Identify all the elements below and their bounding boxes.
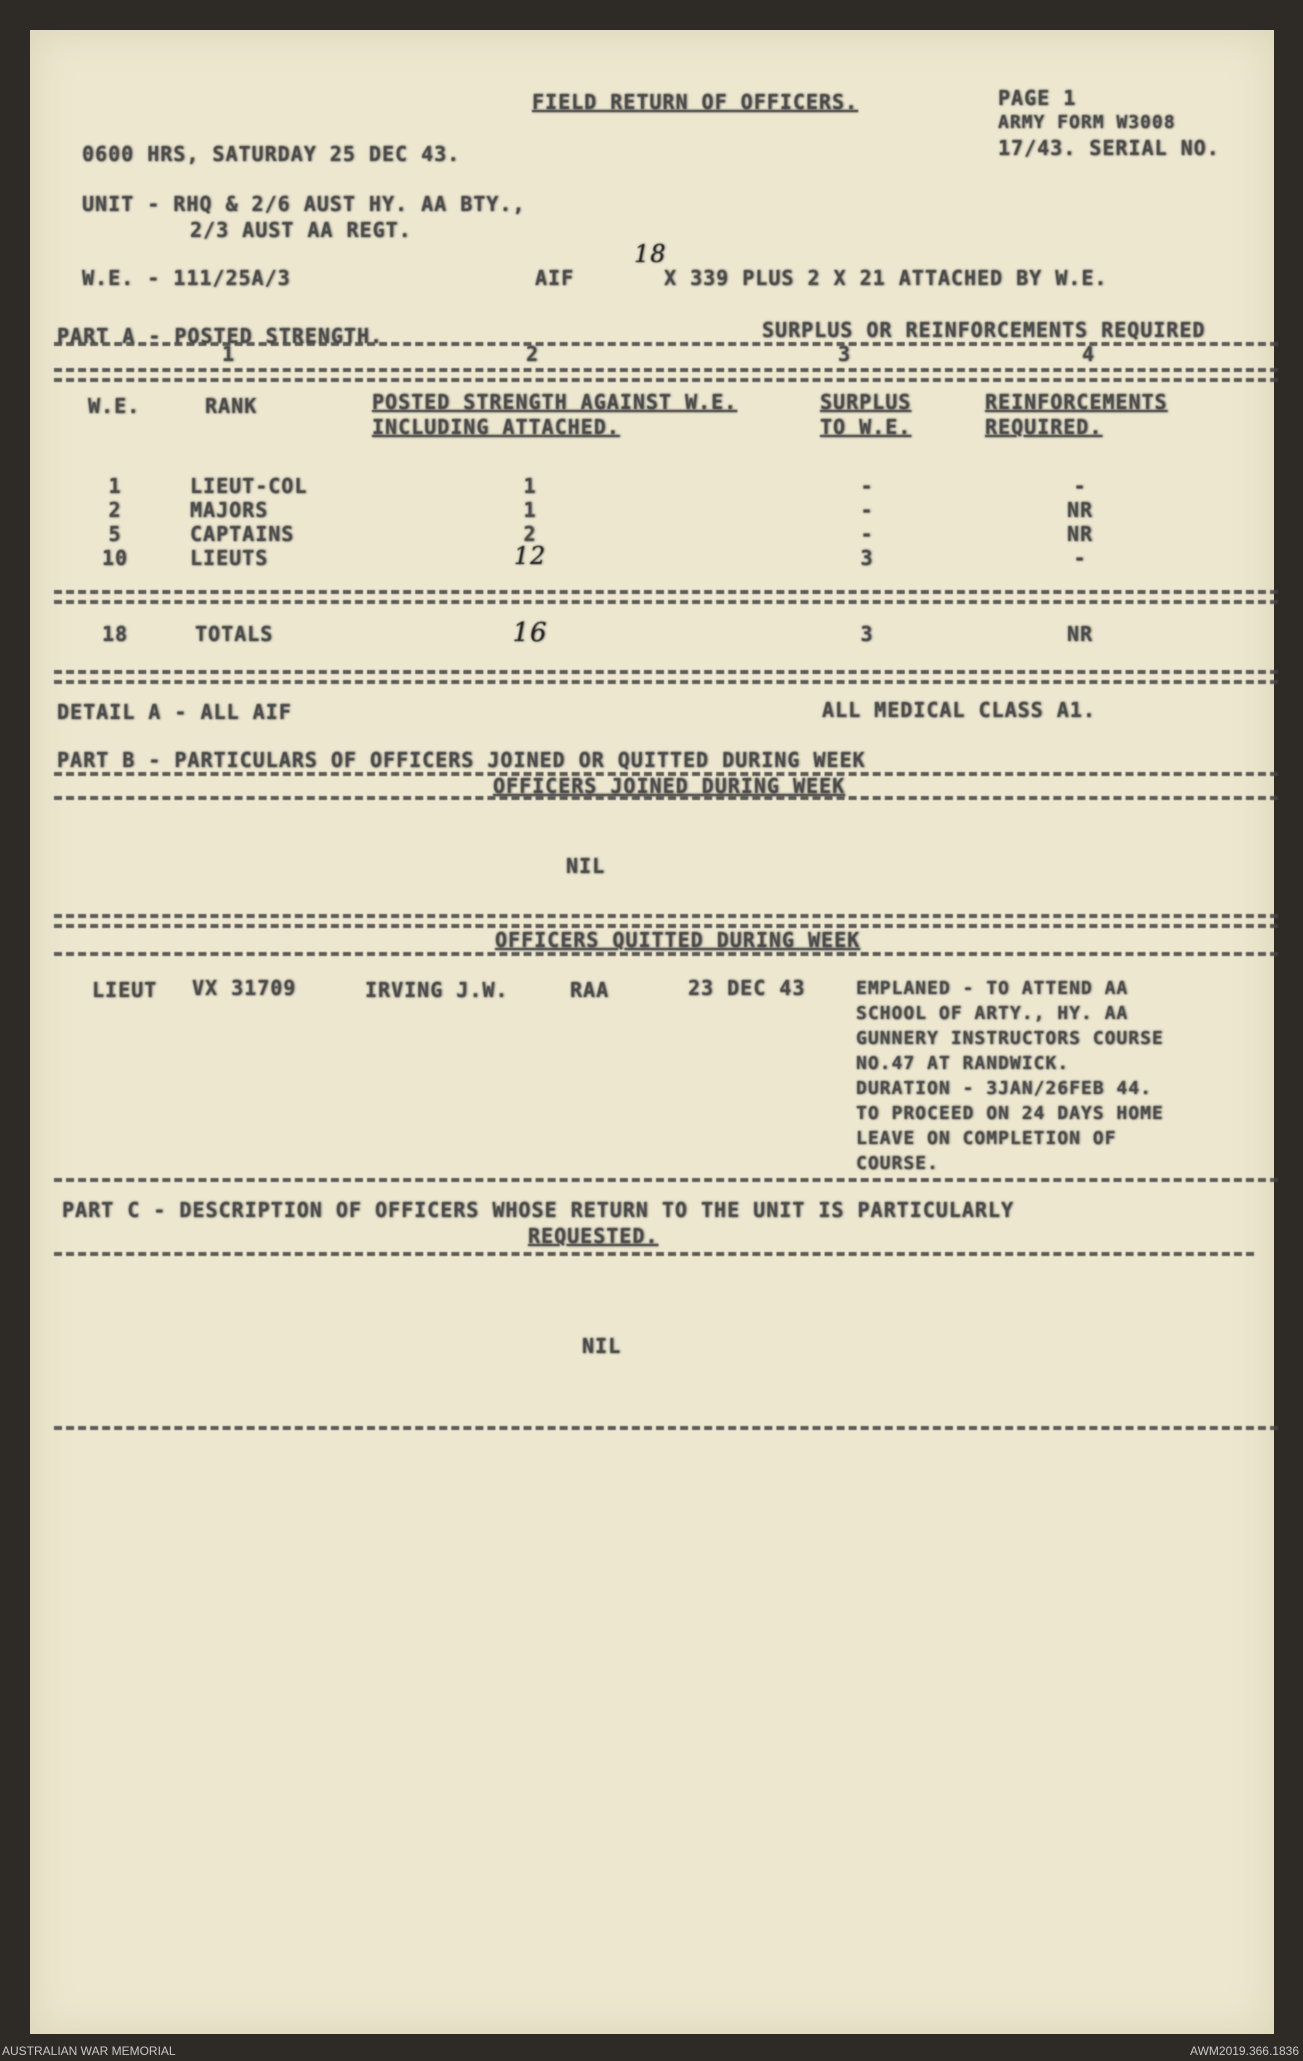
entry-corps: RAA [570,978,610,1002]
part-c-title-2: REQUESTED. [528,1224,659,1248]
totals-we: 18 [101,622,129,646]
totals-surplus: 3 [860,622,874,646]
row-reinforcements: NR [1066,522,1094,546]
row-we: 5 [108,522,122,546]
entry-rank: LIEUT [92,978,158,1002]
row-reinforcements: - [1073,474,1087,498]
entry-date: 23 DEC 43 [688,976,806,1000]
totals-label: TOTALS [195,622,274,646]
divider [54,952,1278,956]
part-a-title: PART A - POSTED STRENGTH. [57,324,384,348]
divider [54,378,1278,382]
row-posted: 2 [523,522,537,546]
footer-institution: AUSTRALIAN WAR MEMORIAL [2,2044,176,2058]
entry-remarks: EMPLANED - TO ATTEND AA SCHOOL OF ARTY., HY. AA GUNNERY INSTRUCTORS COURSE NO.47 AT RANDWICK. DURATION - 3JAN/26FEB 44. TO PROCEED ON 24 DAYS HOME LEAVE ON COMPLETION OF COURSE. [856,978,1164,1174]
row-posted: 1 [523,474,537,498]
column-header-we: W.E. [88,394,141,418]
page-number: PAGE 1 [998,86,1077,110]
column-number: 4 [1082,342,1096,366]
row-rank: CAPTAINS [190,522,295,546]
part-c-title: PART C - DESCRIPTION OF OFFICERS WHOSE RETURN TO THE UNIT IS PARTICULARLY [62,1198,1014,1222]
row-rank: MAJORS [190,498,269,522]
row-surplus: 3 [860,546,874,570]
row-reinforcements: - [1073,546,1087,570]
row-posted: 1 [523,498,537,522]
row-surplus: - [860,522,874,546]
war-establishment: W.E. - 111/25A/3 [82,266,291,290]
row-we: 1 [108,474,122,498]
row-surplus: - [860,498,874,522]
divider [54,796,1278,800]
row-we: 2 [108,498,122,522]
unit-line-1: UNIT - RHQ & 2/6 AUST HY. AA BTY., [82,192,526,216]
row-rank: LIEUTS [190,546,269,570]
joined-nil: NIL [566,854,606,878]
divider [54,680,1278,684]
totals-posted: 16 [512,618,548,648]
totals-reinforcements: NR [1066,622,1094,646]
entry-name: IRVING J.W. [365,978,509,1002]
divider [54,600,1278,604]
row-surplus: - [860,474,874,498]
column-number: 2 [526,342,540,366]
divider [54,1252,1254,1256]
divider [54,1426,1278,1430]
joined-title: OFFICERS JOINED DURING WEEK [493,774,846,798]
detail-a: DETAIL A - ALL AIF [57,700,292,724]
document-sheet [30,30,1274,2034]
column-header-reinforcements: REINFORCEMENTS REQUIRED. [985,390,1168,439]
row-posted: 12 [513,542,547,570]
part-b-title: PART B - PARTICULARS OF OFFICERS JOINED OR QUITTED DURING WEEK [57,748,866,772]
return-datetime: 0600 HRS, SATURDAY 25 DEC 43. [82,142,461,166]
row-rank: LIEUT-COL [190,474,308,498]
divider [54,368,1278,372]
column-header-posted: POSTED STRENGTH AGAINST W.E. INCLUDING ATTACHED. [372,390,738,439]
part-c-nil: NIL [582,1334,622,1358]
column-header-surplus: SURPLUS TO W.E. [820,390,912,439]
strength-line: X 339 PLUS 2 X 21 ATTACHED BY W.E. [664,266,1108,290]
aif-label: AIF [535,266,575,290]
column-number: 3 [838,342,852,366]
row-we: 10 [101,546,129,570]
divider [54,1178,1278,1182]
strength-handwritten: 18 [634,240,667,268]
quitted-title: OFFICERS QUITTED DURING WEEK [495,928,861,952]
serial-number: 17/43. SERIAL NO. [998,136,1220,160]
part-a-title-right: SURPLUS OR REINFORCEMENTS REQUIRED [762,318,1206,342]
column-number: 1 [222,342,236,366]
entry-number: VX 31709 [192,976,297,1000]
medical-class: ALL MEDICAL CLASS A1. [822,698,1096,722]
divider [54,590,1278,594]
unit-line-2: 2/3 AUST AA REGT. [190,218,412,242]
row-reinforcements: NR [1066,498,1094,522]
column-header-rank: RANK [205,394,258,418]
document-title: FIELD RETURN OF OFFICERS. [532,90,859,114]
divider [54,670,1278,674]
army-form-number: ARMY FORM W3008 [998,112,1176,133]
footer-accession: AWM2019.366.1836 [1190,2044,1299,2058]
divider [54,914,1278,918]
